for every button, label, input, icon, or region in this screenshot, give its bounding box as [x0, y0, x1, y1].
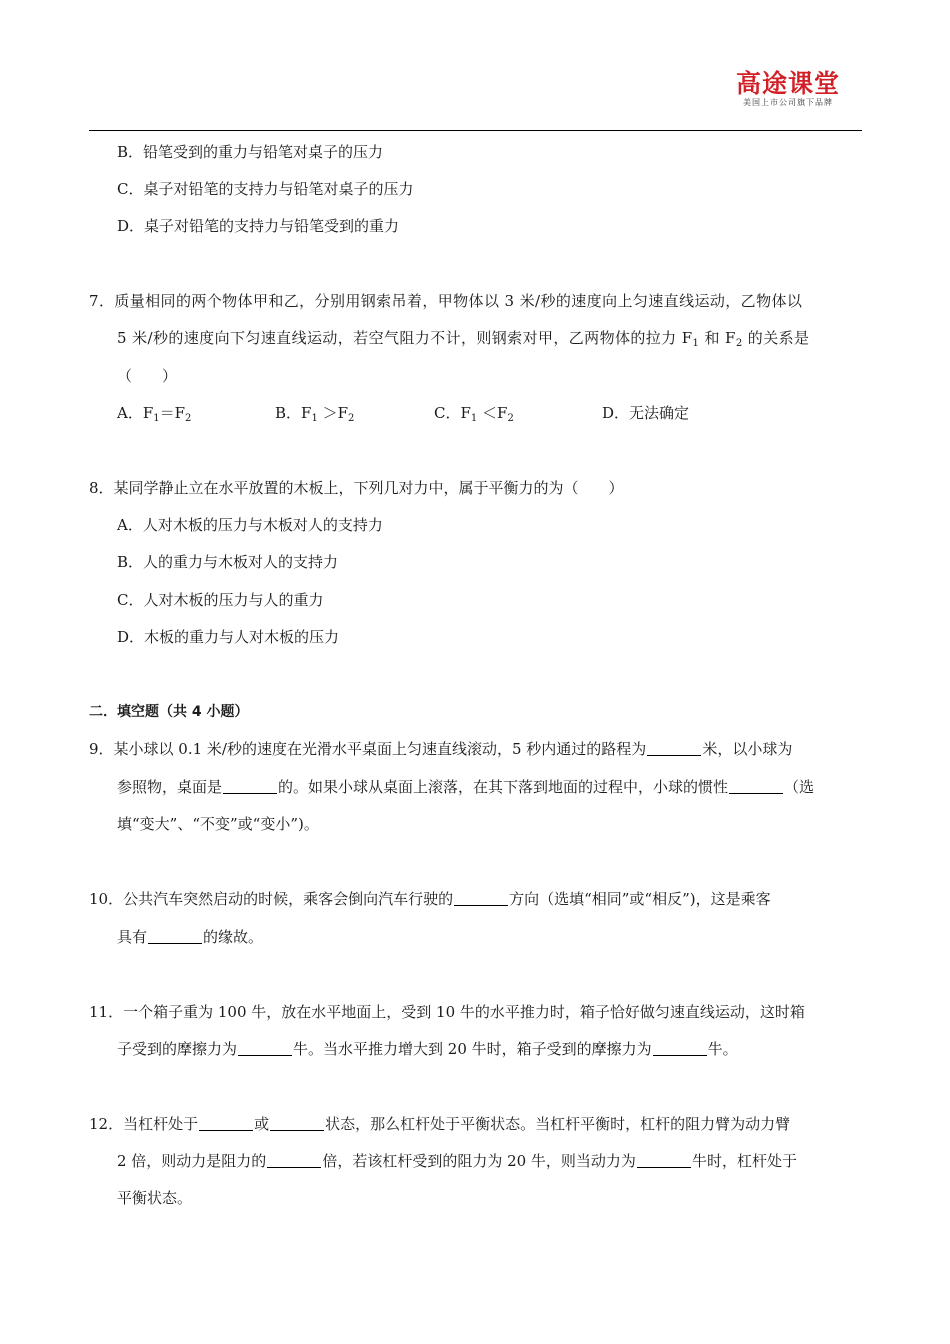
answer-blank [199, 1115, 253, 1131]
q9-line1: 9．某小球以 0.1 米/秒的速度在光滑水平桌面上匀速直线滚动，5 秒内通过的路程为 米，以小球为 [89, 740, 793, 758]
answer-blank [729, 778, 783, 794]
q8-option-b: B．人的重力与木板对人的支持力 [117, 553, 339, 571]
header-divider [89, 130, 862, 131]
answer-blank [653, 1040, 707, 1056]
q12-line1: 12．当杠杆处于 或 状态，那么杠杆处于平衡状态。当杠杆平衡时，杠杆的阻力臂为动力臂 [89, 1115, 791, 1133]
q11-line2: 子受到的摩擦力为 牛。当水平推力增大到 20 牛时，箱子受到的摩擦力为 牛。 [117, 1040, 738, 1058]
q8-option-a: A．人对木板的压力与木板对人的支持力 [117, 516, 383, 534]
q9-line3: 填“变大”、“不变”或“变小”)。 [117, 815, 319, 833]
q12-line3: 平衡状态。 [117, 1189, 193, 1207]
q9-line2: 参照物，桌面是 的。如果小球从桌面上滚落，在其下落到地面的过程中，小球的惯性 （选 [117, 778, 815, 796]
q10-line1: 10．公共汽车突然启动的时候，乘客会倒向汽车行驶的 方向（选填“相同”或“相反”)，这是乘客 [89, 890, 771, 908]
brand-tagline: 美国上市公司旗下品牌 [743, 98, 833, 107]
q7-option-a: A．$F_1=F_2$ [117, 404, 192, 424]
q8-option-d: D．木板的重力与人对木板的压力 [117, 628, 340, 646]
q7-option-c: C．$F_1 <F_2$ [434, 404, 514, 424]
answer-blank [148, 928, 202, 944]
q7-answer-bracket: （ ） [117, 367, 178, 385]
answer-blank [223, 778, 277, 794]
q12-line2: 2 倍，则动力是阻力的 倍，若该杠杆受到的阻力为 20 牛，则当动力为 牛时，杠杆处于 [117, 1152, 797, 1170]
answer-blank [267, 1152, 321, 1168]
q6-option-d: D．桌子对铅笔的支持力与铅笔受到的重力 [117, 217, 400, 235]
q8-stem: 8．某同学静止立在水平放置的木板上，下列几对力中，属于平衡力的为（ ） [89, 479, 624, 497]
answer-blank [454, 890, 508, 906]
q7-stem-line2: 5 米/秒的速度向下匀速直线运动，若空气阻力不计，则钢索对甲，乙两物体的拉力 $F_1$ 和 $F_2$ 的关系是 [117, 329, 810, 349]
answer-blank [270, 1115, 324, 1131]
section-title-fill-in: 二．填空题（共 4 小题） [89, 704, 249, 720]
answer-blank [637, 1152, 691, 1168]
brand-name: 高途课堂 [735, 69, 840, 98]
brand-logo [732, 70, 844, 108]
q6-option-b: B．铅笔受到的重力与铅笔对桌子的压力 [117, 143, 384, 161]
q10-line2: 具有 的缘故。 [117, 928, 264, 946]
q6-option-c: C．桌子对铅笔的支持力与铅笔对桌子的压力 [117, 180, 414, 198]
q8-option-c: C．人对木板的压力与人的重力 [117, 591, 324, 609]
q7-option-b: B．$F_1 >F_2$ [275, 404, 355, 424]
answer-blank [647, 740, 701, 756]
q7-option-d: D．无法确定 [602, 404, 690, 422]
q7-stem-line1: 7．质量相同的两个物体甲和乙，分别用钢索吊着，甲物体以 3 米/秒的速度向上匀速直线运动，乙物体以 [89, 292, 803, 310]
q11-line1: 11．一个箱子重为 100 牛，放在水平地面上，受到 10 牛的水平推力时，箱子恰好做匀速直线运动，这时箱 [89, 1003, 805, 1021]
answer-blank [238, 1040, 292, 1056]
